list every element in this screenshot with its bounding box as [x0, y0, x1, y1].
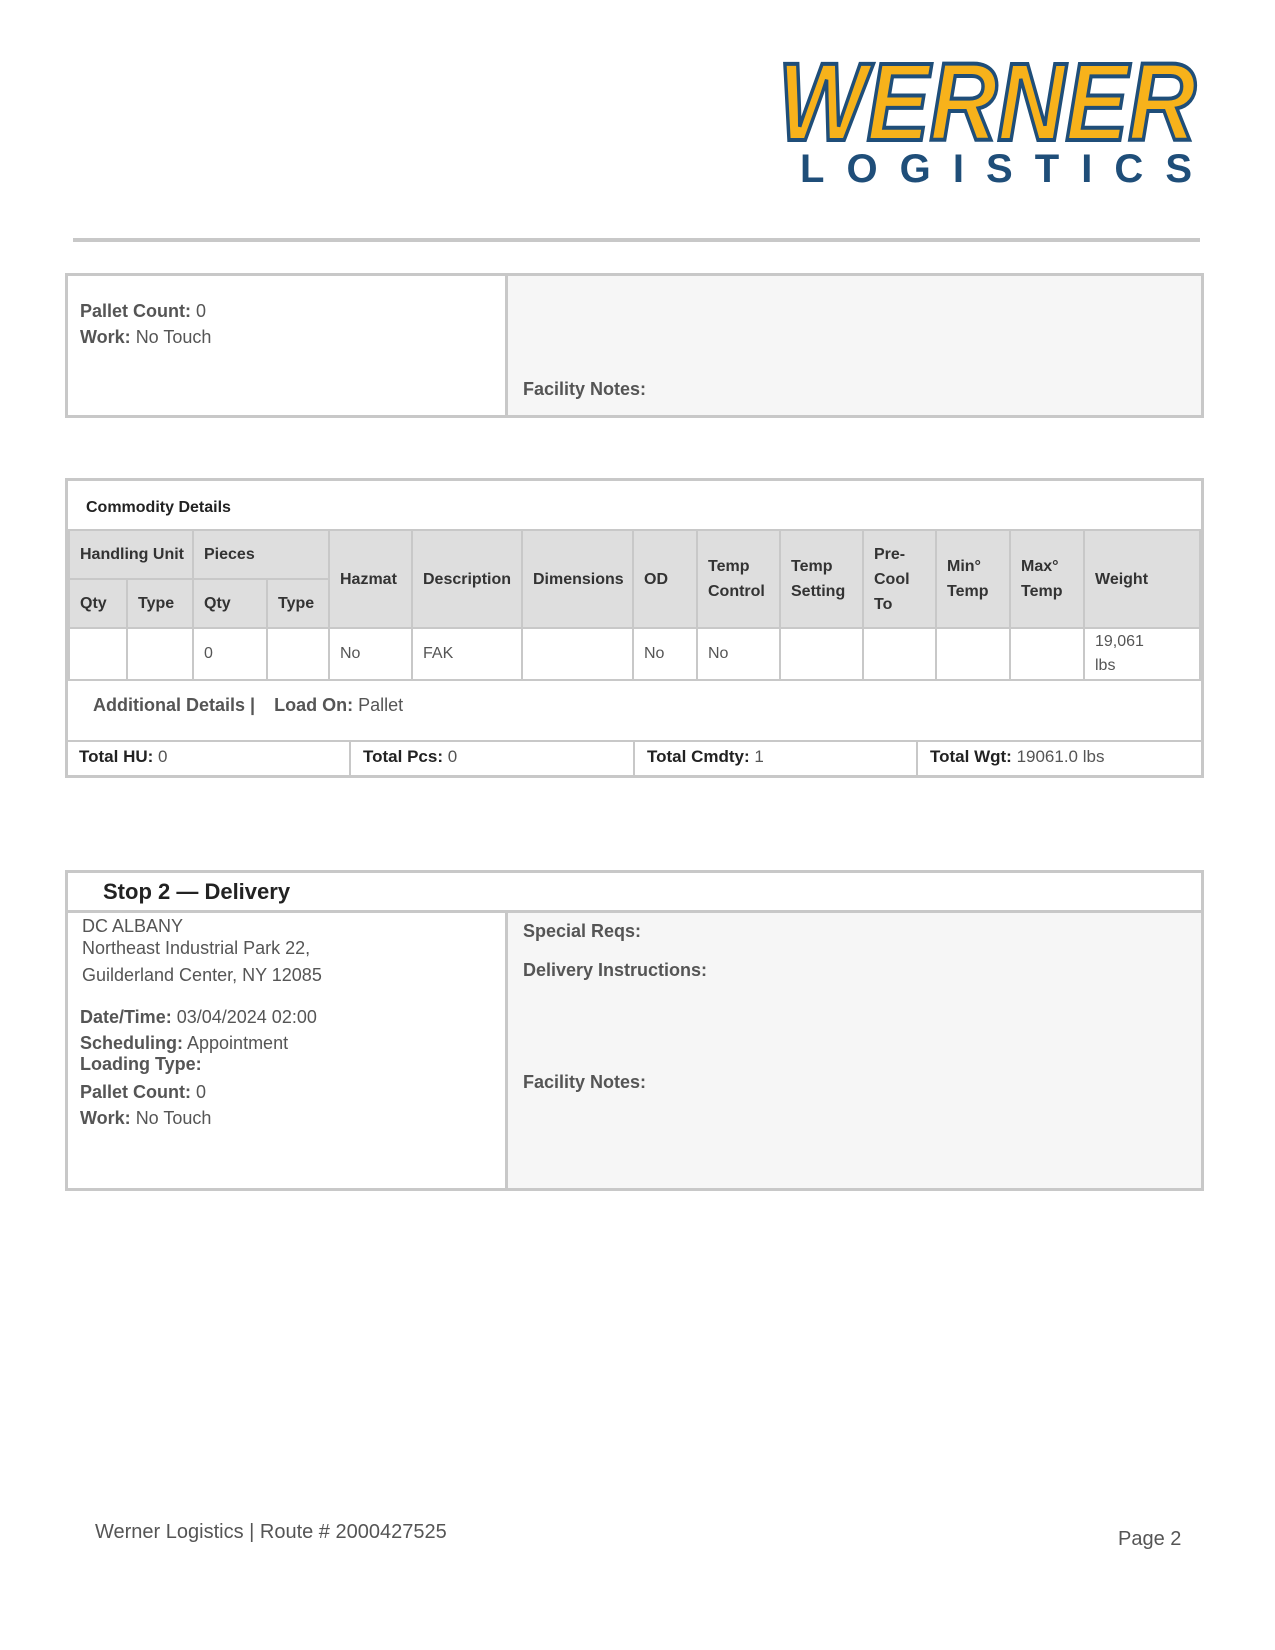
cell-pc-type: [266, 627, 330, 681]
header-pc-qty: Qty: [192, 578, 268, 629]
cell-dimensions: [521, 627, 634, 681]
total-cmdty: Total Cmdty: 1: [633, 740, 918, 778]
work-value: No Touch: [135, 327, 212, 347]
header-hazmat: Hazmat: [328, 529, 413, 629]
header-pieces: Pieces: [192, 529, 330, 580]
stop2-scheduling: Appointment: [187, 1033, 289, 1053]
cell-description: FAK: [411, 627, 523, 681]
additional-details-line: [93, 695, 403, 716]
cell-od: No: [632, 627, 698, 681]
stop2-box: [65, 870, 1204, 1191]
work-line: Work: No Touch: [80, 327, 212, 347]
header-hu-type: Type: [126, 578, 194, 629]
stop2-name: DC ALBANY: [82, 916, 184, 936]
stop2-loading-type-label: Loading Type:: [80, 1054, 202, 1074]
stop1-left-panel: [68, 276, 508, 415]
header-temp-control: Temp Control: [696, 529, 781, 629]
stop2-work: No Touch: [135, 1108, 212, 1128]
stop1-details-box: [65, 273, 1204, 418]
stop2-title-bar: [68, 873, 1201, 913]
facility-notes-label: Facility Notes:: [523, 379, 647, 399]
total-wgt: Total Wgt: 19061.0 lbs: [916, 740, 1204, 778]
werner-logistics-logo: [778, 42, 1202, 192]
stop2-title: Stop 2 — Delivery: [103, 879, 291, 904]
cell-pc-qty: 0: [192, 627, 268, 681]
stop2-pallet-count-line: Pallet Count: 0: [80, 1082, 207, 1102]
load-on-value: Pallet: [358, 695, 404, 715]
header-divider: [73, 238, 1200, 242]
pallet-count-value: 0: [196, 301, 207, 321]
cell-temp-control: No: [696, 627, 781, 681]
total-hu: Total HU: 0: [65, 740, 351, 778]
stop2-datetime: 03/04/2024 02:00: [176, 1007, 317, 1027]
cell-max-temp: [1009, 627, 1085, 681]
stop2-work-line: Work: No Touch: [80, 1108, 212, 1128]
header-handling-unit: Handling Unit: [68, 529, 194, 580]
cell-hazmat: No: [328, 627, 413, 681]
delivery-instructions-label: Delivery Instructions:: [523, 960, 708, 980]
header-min-temp: Min° Temp: [935, 529, 1011, 629]
stop2-facility-notes-label: Facility Notes:: [523, 1072, 647, 1092]
commodity-details-box: [65, 478, 1204, 778]
special-reqs-label: Special Reqs:: [523, 921, 642, 941]
cell-pre-cool: [862, 627, 937, 681]
cell-hu-type: [126, 627, 194, 681]
stop2-address2: Guilderland Center, NY 12085: [82, 965, 322, 985]
header-description: Description: [411, 529, 523, 629]
header-weight: Weight: [1083, 529, 1201, 629]
header-dimensions: Dimensions: [521, 529, 634, 629]
cell-weight: 19,061 lbs: [1083, 627, 1201, 681]
header-pre-cool: Pre- Cool To: [862, 529, 937, 629]
stop2-left-panel: [68, 913, 508, 1188]
stop2-pallet-count: 0: [196, 1082, 207, 1102]
additional-details-label: Additional Details |: [93, 695, 256, 715]
pallet-count-line: Pallet Count: 0: [80, 301, 207, 321]
logo-word-werner: WERNER: [778, 42, 1196, 164]
header-max-temp: Max° Temp: [1009, 529, 1085, 629]
cell-min-temp: [935, 627, 1011, 681]
footer-route: Werner Logistics | Route # 2000427525: [95, 1521, 447, 1543]
total-pcs: Total Pcs: 0: [349, 740, 635, 778]
commodity-title: Commodity Details: [86, 499, 231, 516]
header-temp-setting: Temp Setting: [779, 529, 864, 629]
stop2-scheduling-line: Scheduling: Appointment: [80, 1033, 289, 1053]
footer-page-number: Page 2: [1118, 1528, 1182, 1550]
header-od: OD: [632, 529, 698, 629]
stop2-right-panel: [508, 913, 1201, 1188]
header-pc-type: Type: [266, 578, 330, 629]
logo-word-logistics: LOGISTICS: [800, 147, 1192, 191]
stop1-right-panel: [508, 276, 1201, 415]
cell-hu-qty: [68, 627, 128, 681]
stop2-datetime-line: Date/Time: 03/04/2024 02:00: [80, 1007, 317, 1027]
cell-temp-setting: [779, 627, 864, 681]
header-hu-qty: Qty: [68, 578, 128, 629]
stop2-address1: Northeast Industrial Park 22,: [82, 938, 311, 958]
load-on-label: Load On:: [274, 695, 354, 715]
